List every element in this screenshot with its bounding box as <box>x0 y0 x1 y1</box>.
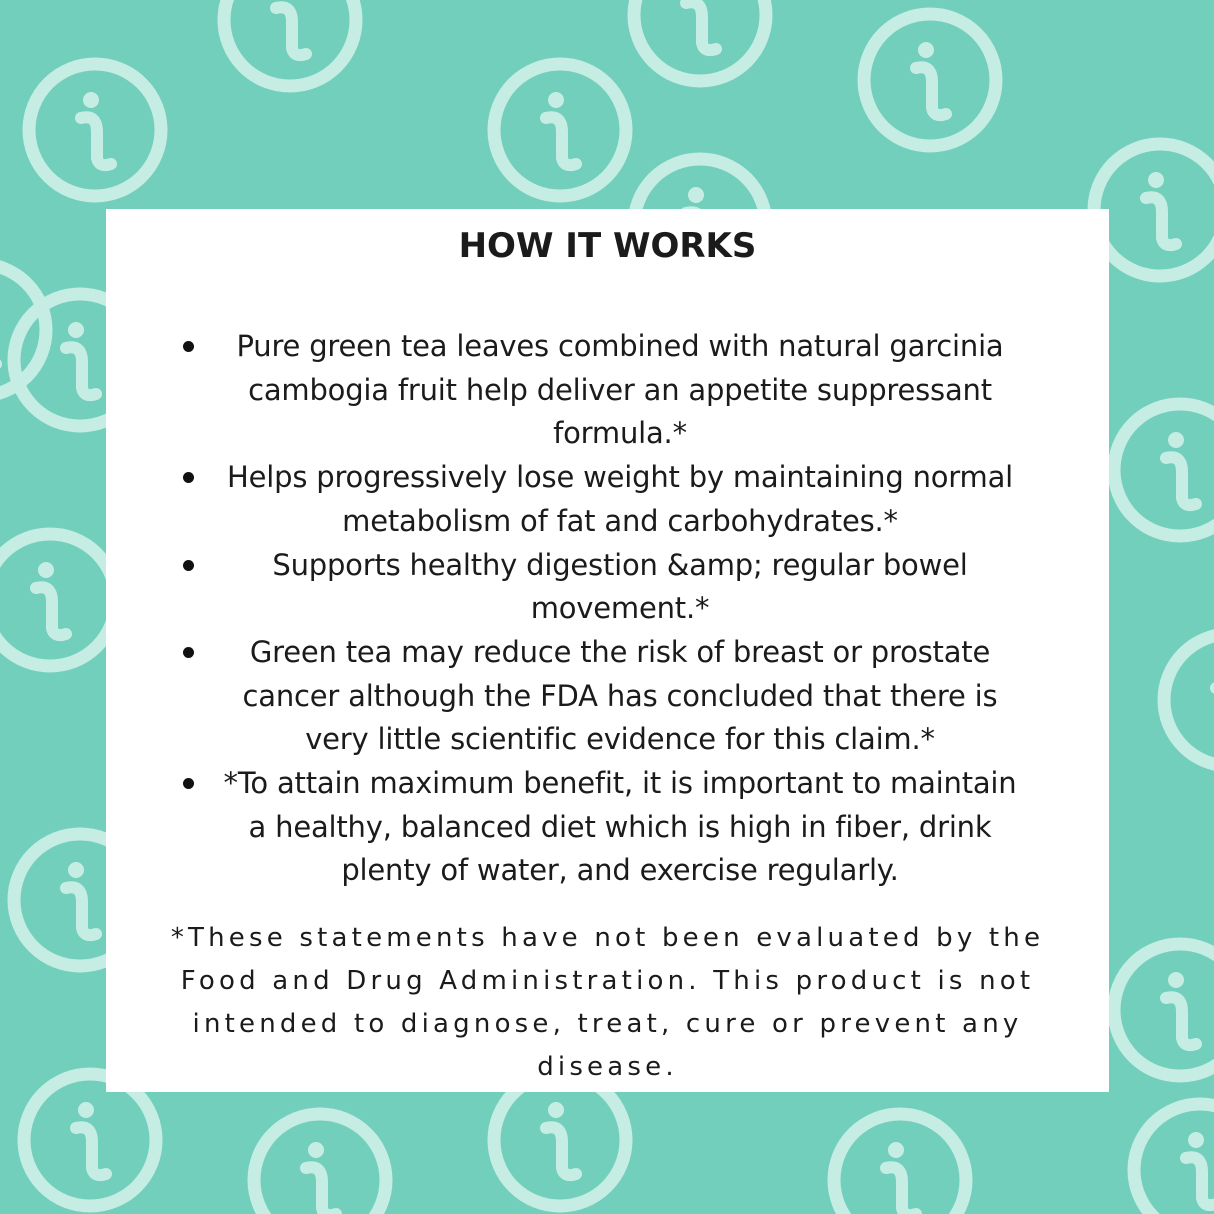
fda-disclaimer: *These statements have not been evaluated by the Food and Drug Administration. This product is not intended to diagnose, treat, cure or prevent any disease. <box>170 923 1045 1082</box>
info-icon <box>634 0 766 81</box>
info-icon <box>1094 144 1214 276</box>
bullet-text: Pure green tea leaves combined with natural garcinia cambogia fruit help deliver an appetite suppressant formula.* <box>236 329 1004 451</box>
info-card <box>106 209 1109 1092</box>
bullet-icon <box>183 647 194 658</box>
card-title: HOW IT WORKS <box>458 226 757 266</box>
list-item <box>106 544 1109 631</box>
bullet-text: Supports healthy digestion &amp; regular bowel movement.* <box>272 547 968 626</box>
info-icon <box>1114 404 1214 536</box>
bullet-text: Green tea may reduce the risk of breast or prostate cancer although the FDA has concluded that there is very little scientific evidence for this claim.* <box>242 634 998 757</box>
bullet-icon <box>183 778 194 789</box>
list-item <box>106 325 1109 456</box>
info-icon <box>494 64 626 196</box>
info-icon <box>864 14 996 146</box>
list-item <box>106 456 1109 543</box>
info-icon <box>224 0 356 86</box>
bullet-text: *To attain maximum benefit, it is important to maintain a healthy, balanced diet which is high in fiber, drink plenty of water, and exercise regularly. <box>223 766 1017 888</box>
info-icon <box>0 534 116 666</box>
info-icon <box>24 1074 156 1206</box>
bullet-text: Helps progressively lose weight by maintaining normal metabolism of fat and carbohydrates.* <box>227 460 1013 538</box>
info-icon <box>1134 1104 1214 1214</box>
bullet-icon <box>183 472 194 483</box>
info-icon <box>254 1114 386 1214</box>
list-item <box>106 762 1109 893</box>
bullet-list <box>106 325 1109 893</box>
info-icon <box>29 64 161 196</box>
list-item <box>106 631 1109 762</box>
info-icon <box>494 1074 626 1206</box>
bullet-icon <box>183 341 194 352</box>
info-icon <box>1164 634 1214 766</box>
bullet-icon <box>183 560 194 571</box>
info-icon <box>834 1114 966 1214</box>
info-icon <box>1114 944 1214 1076</box>
